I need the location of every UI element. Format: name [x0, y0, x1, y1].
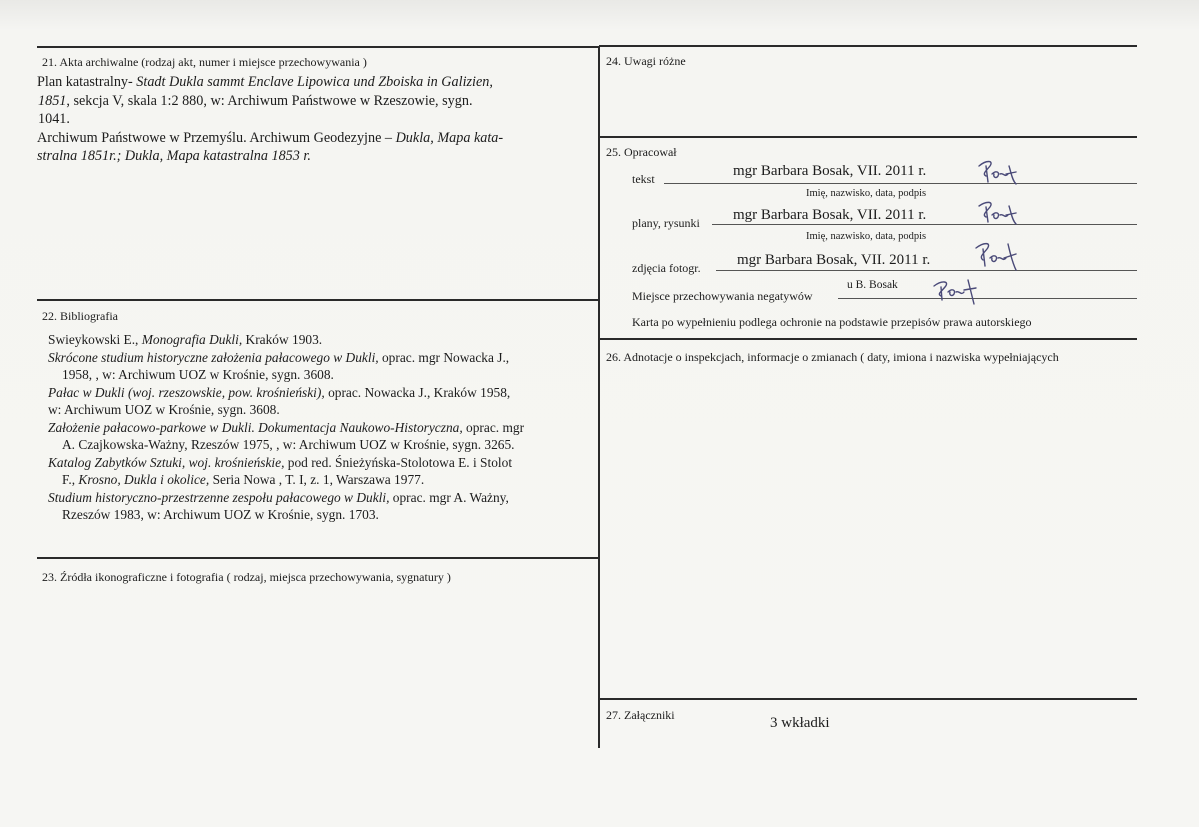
top-rule-right: [599, 45, 1137, 47]
plany-value: mgr Barbara Bosak, VII. 2011 r.: [733, 207, 927, 223]
section-23-label: 23. Źródła ikonograficzne i fotografia ( rodzaj, miejsca przechowywania, sygnatury ): [42, 570, 451, 584]
plany-label: plany, rysunki: [632, 216, 700, 230]
plany-caption: Imię, nazwisko, data, podpis: [806, 231, 927, 242]
signature-4: [930, 276, 984, 306]
tekst-value: mgr Barbara Bosak, VII. 2011 r.: [733, 163, 927, 179]
top-rule-left: [37, 46, 599, 48]
attachments-value: 3 wkładki: [770, 715, 830, 731]
bib-entry: Założenie pałacowo-parkowe w Dukli. Dokumentacja Naukowo-Historyczna, oprac. mgr A. Czajkowska-Ważny, Rzeszów 1975, , w: Archiwum UOZ w Krośnie, sygn. 3265.: [48, 419, 525, 452]
signature-3: [972, 236, 1026, 276]
bib-entry: Katalog Zabytków Sztuki, woj. krośnieńskie, pod red. Śnieżyńska-Stolotowa E. i Stolot F., Krosno, Dukla i okolice, Seria Nowa , T. I, z. 1, Warszawa 1977.: [48, 454, 513, 487]
zdjecia-line: [716, 270, 1137, 271]
s21-line: 1851, sekcja V, skala 1:2 880, w: Archiwum Państwowe w Rzeszowie, sygn.: [38, 92, 473, 109]
section-24-label: 24. Uwagi różne: [606, 54, 686, 68]
negatives-value: u B. Bosak: [847, 279, 898, 291]
copyright-note: Karta po wypełnieniu podlega ochronie na podstawie przepisów prawa autorskiego: [632, 315, 1032, 329]
section-27-label: 27. Załączniki: [606, 708, 675, 722]
section-21-label: 21. Akta archiwalne (rodzaj akt, numer i miejsce przechowywania ): [42, 55, 367, 69]
plany-line: [712, 224, 1137, 225]
bibliography-list: [48, 331, 603, 524]
signature-1: [976, 154, 1026, 190]
s21-line: stralna 1851r.; Dukla, Mapa katastralna 1853 r.: [37, 148, 311, 165]
rule-25-26: [599, 338, 1137, 340]
bib-entry: Skrócone studium historyczne założenia pałacowego w Dukli, oprac. mgr Nowacka J., 1958, , w: Archiwum UOZ w Krośnie, sygn. 3608.: [48, 349, 510, 382]
rule-24-25: [599, 136, 1137, 138]
tekst-line: [664, 183, 1137, 184]
tekst-label: tekst: [632, 172, 655, 186]
rule-21-22: [37, 299, 599, 301]
bib-entry: Pałac w Dukli (woj. rzeszowskie, pow. krośnieński), oprac. Nowacka J., Kraków 1958, w: Archiwum UOZ w Krośnie, sygn. 3608.: [48, 384, 511, 417]
negatives-line: [838, 298, 1137, 299]
zdjecia-label: zdjęcia fotogr.: [632, 261, 701, 275]
rule-26-27: [599, 698, 1137, 700]
section-21-content: [37, 73, 592, 166]
signature-2: [976, 196, 1026, 232]
s21-line: 1041.: [38, 111, 70, 128]
section-22-label: 22. Bibliografia: [42, 309, 118, 323]
section-25-label: 25. Opracował: [606, 145, 677, 159]
s21-line: Plan katastralny- Stadt Dukla sammt Enclave Lipowica und Zboiska in Galizien,: [37, 74, 493, 90]
s21-line: Archiwum Państwowe w Przemyślu. Archiwum Geodezyjne – Dukla, Mapa kata-: [37, 129, 504, 146]
tekst-caption: Imię, nazwisko, data, podpis: [806, 188, 927, 199]
bib-entry: Swieykowski E., Monografia Dukli, Kraków 1903.: [48, 332, 323, 347]
zdjecia-value: mgr Barbara Bosak, VII. 2011 r.: [737, 252, 931, 268]
negatives-label: Miejsce przechowywania negatywów: [632, 289, 813, 303]
rule-22-23: [37, 557, 599, 559]
section-26-label: 26. Adnotacje o inspekcjach, informacje o zmianach ( daty, imiona i nazwiska wypełniających: [606, 350, 1059, 364]
bib-entry: Studium historyczno-przestrzenne zespołu pałacowego w Dukli, oprac. mgr A. Ważny, Rzeszów 1983, w: Archiwum UOZ w Krośnie, sygn. 1703.: [48, 489, 509, 522]
